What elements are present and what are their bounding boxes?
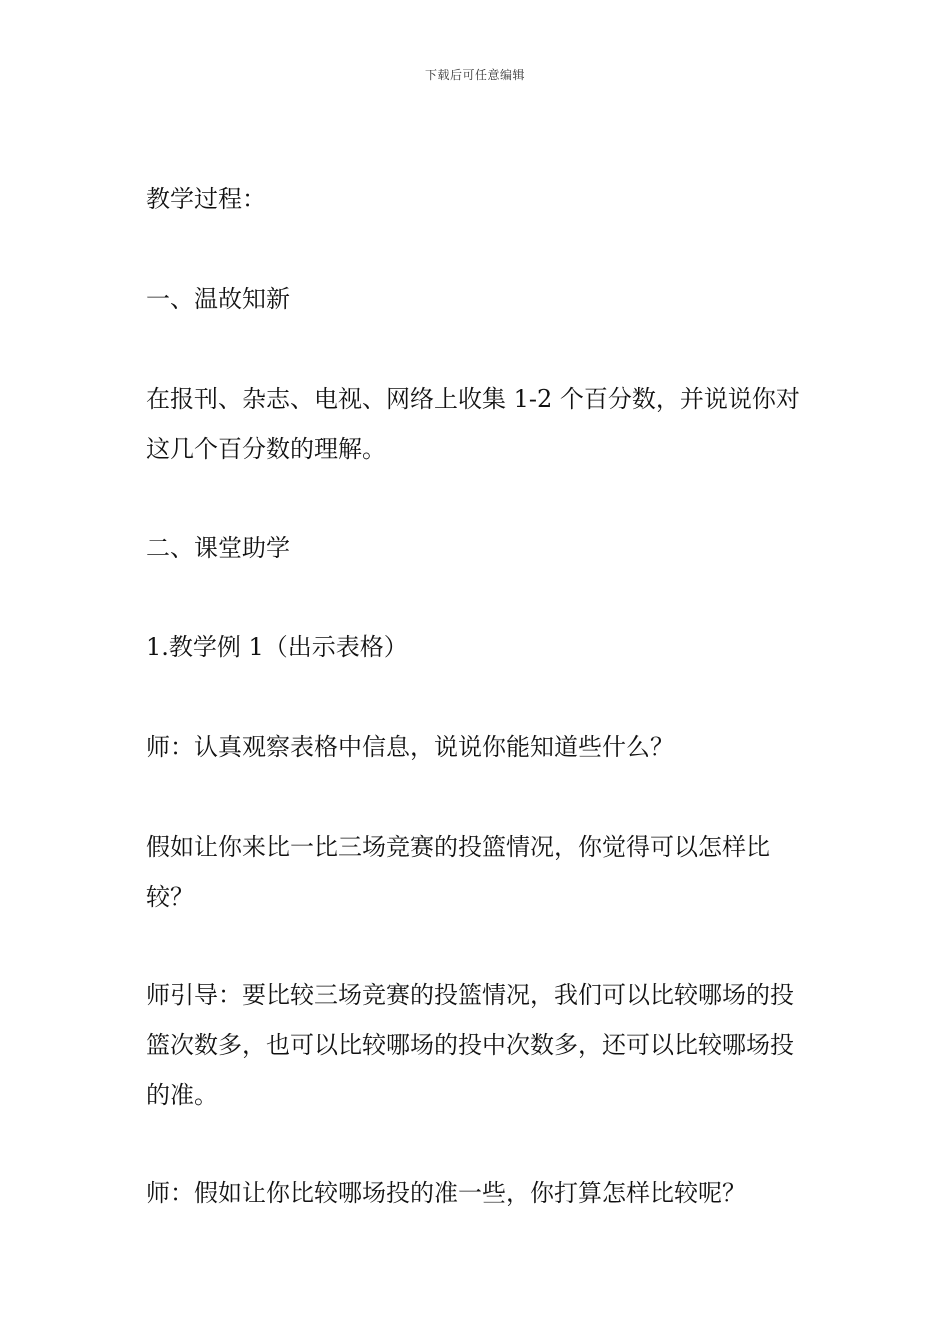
paragraph-compare-games: 假如让你来比一比三场竞赛的投篮情况，你觉得可以怎样比较？ [146,833,770,911]
paragraph-teacher-guide: 师引导：要比较三场竞赛的投篮情况，我们可以比较哪场的投篮次数多，也可以比较哪场的投中次数多，还可以比较哪场投的准。 [146,981,794,1109]
paragraph-collect-percentages: 在报刊、杂志、电视、网络上收集 1-2 个百分数，并说说你对这几个百分数的理解。 [146,385,800,463]
section-heading-review: 一、温故知新 [146,285,290,313]
paragraph-teacher-question: 师：假如让你比较哪场投的准一些，你打算怎样比较呢？ [146,1179,746,1207]
paragraph-teacher-observe: 师：认真观察表格中信息，说说你能知道些什么？ [146,733,674,761]
section-heading-classroom-help: 二、课堂助学 [146,534,290,562]
header-note: 下载后可任意编辑 [424,68,525,82]
paragraph-example-1: 1.教学例 1（出示表格） [146,633,408,661]
section-title-teaching-process: 教学过程： [146,185,266,213]
